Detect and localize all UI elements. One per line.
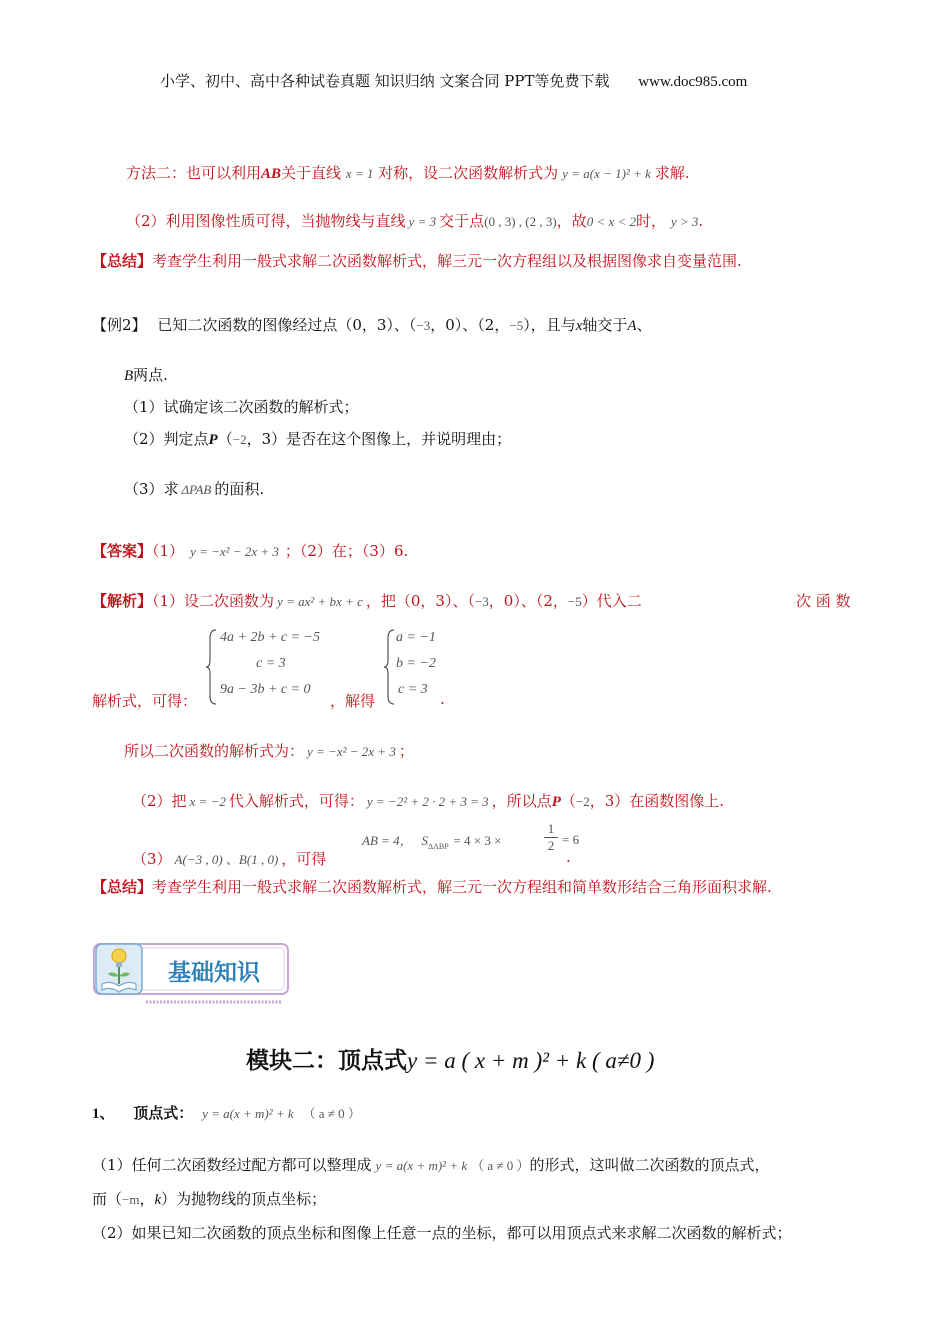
example2-x: x — [575, 318, 583, 334]
lightbulb-book-icon — [94, 940, 144, 998]
method2-eq1: x = 1 — [345, 166, 374, 181]
part2-text-d: 时， — [636, 212, 667, 230]
part2-text-e: . — [698, 212, 704, 230]
p3-subscript: ΔABP — [427, 842, 449, 851]
analysis-tag: 【解析】 — [92, 592, 153, 610]
summary2-tag: 【总结】 — [92, 878, 153, 896]
vertex-cond: （ a ≠ 0 ） — [302, 1106, 361, 1121]
vertex-p1-eq: y = a(x + m)² + k — [375, 1158, 468, 1173]
answer-line — [92, 540, 408, 561]
p3-text-c: . — [566, 848, 571, 866]
system1-row: 4a + 2b + c = −5 — [220, 630, 321, 645]
answer-text-a: （1） — [152, 542, 185, 560]
example2-n3: −2 — [232, 432, 247, 447]
conclusion-eq: y = −x² − 2x + 3 — [307, 744, 396, 759]
example2-line2-text: 两点. — [133, 366, 168, 384]
analysis-line1 — [92, 590, 642, 611]
method2-text-a: 方法二：也可以利用 — [126, 164, 262, 182]
example2-text-c: ），且与 — [523, 316, 576, 334]
example2-line1 — [92, 314, 652, 335]
example2-text-d: 轴交于 — [582, 316, 628, 334]
system1-row: c = 3 — [256, 656, 286, 671]
method2-line — [126, 162, 690, 183]
section-banner — [92, 940, 292, 1006]
answer-eq: y = −x² − 2x + 3 — [190, 544, 279, 559]
conclusion-text-b: ； — [398, 742, 414, 760]
p3-text-b: ，可得 — [281, 850, 327, 868]
summary2 — [92, 876, 772, 897]
brace-icon — [206, 628, 218, 706]
p2-text-b: 代入解析式，可得： — [228, 792, 364, 810]
equation-system-1 — [206, 628, 336, 708]
vertex-p2-text: （2）如果已知二次函数的顶点坐标和图像上任意一点的坐标，都可以用顶点式来求解二次函数的解析式； — [92, 1224, 792, 1242]
example2-q2-text-a: （2）判定点 — [124, 430, 209, 448]
p2-text-a: （2）把 — [132, 792, 187, 810]
example2-triangle: ΔPAB — [181, 482, 212, 497]
area-formula — [362, 830, 501, 851]
vertex-p1-text-b: 的形式，这叫做二次函数的顶点式， — [529, 1156, 770, 1174]
vertex-p1-text-e: ）为抛物线的顶点坐标； — [161, 1190, 327, 1208]
answer-text-b: ；（2）在；（3）6. — [284, 542, 409, 560]
vertex-eq: y = a(x + m)² + k — [202, 1106, 294, 1121]
vertex-p2 — [92, 1222, 792, 1243]
p3-S: S — [421, 833, 428, 848]
vertex-label: 顶点式： — [133, 1104, 194, 1122]
analysis-text-e: 次 函 数 — [796, 592, 851, 610]
summary1-tag: 【总结】 — [92, 252, 153, 270]
method2-ab: AB — [261, 166, 282, 182]
analysis-line1-tail — [796, 590, 851, 611]
fraction-half — [544, 822, 558, 853]
area-result — [562, 830, 579, 848]
analysis-text-a: （1）设二次函数为 — [152, 592, 275, 610]
analysis-part2 — [132, 790, 724, 811]
analysis-n1: −3 — [474, 594, 489, 609]
example2-q1-text: （1）试确定该二次函数的解析式； — [124, 398, 359, 416]
brace-icon — [384, 628, 396, 706]
vertex-heading — [92, 1102, 361, 1123]
part2-text-a: （2）利用图像性质可得，当抛物线与直线 — [126, 212, 406, 230]
method2-text-b: 关于直线 — [281, 164, 342, 182]
p2-text-c: ，所以点 — [491, 792, 552, 810]
p3-text-a: （3） — [132, 850, 172, 868]
part2-ineq: 0 < x < 2 — [586, 214, 637, 229]
analysis-conclusion — [124, 740, 414, 761]
example2-text-a: 已知二次函数的图像经过点（0，3）、（ — [157, 316, 417, 334]
vertex-p1-text-a: （1）任何二次函数经过配方都可以整理成 — [92, 1156, 372, 1174]
analysis-text-g: ，解得 — [330, 692, 376, 710]
summary1 — [92, 250, 742, 271]
part2-text-b: 交于点 — [439, 212, 485, 230]
example2-n1: −3 — [416, 318, 431, 333]
example2-q2-text-b: （ — [217, 430, 233, 448]
header-url: www.doc985.com — [638, 74, 748, 90]
vertex-num: 1、 — [92, 1106, 115, 1122]
summary1-text: 考查学生利用一般式求解二次函数解析式，解三元一次方程组以及根据图像求自变量范围. — [152, 252, 742, 270]
vertex-p1 — [92, 1154, 770, 1175]
method2-eq2: y = a(x − 1)² + k — [562, 166, 651, 181]
example2-line2 — [124, 364, 168, 385]
p2-eq2: y = −2² + 2 · 2 + 3 = 3 — [366, 794, 489, 809]
p2-eq1: x = −2 — [189, 794, 226, 809]
example2-P: P — [208, 432, 218, 448]
analysis-part3 — [132, 848, 326, 869]
example2-q1 — [124, 396, 359, 417]
answer-tag: 【答案】 — [92, 542, 153, 560]
analysis-eq: y = ax² + bx + c — [277, 594, 363, 609]
part2-line — [126, 210, 703, 231]
vertex-p1-text-c: 而（ — [92, 1190, 123, 1208]
header-text: 小学、初中、高中各种试卷真题 知识归纳 文案合同 PPT等免费下载 — [160, 72, 610, 90]
fraction-denominator: 2 — [547, 838, 555, 853]
analysis-n2: −5 — [567, 594, 582, 609]
p3-eq2: = 4 × 3 × — [453, 833, 502, 848]
example2-q3-text-b: 的面积. — [214, 480, 265, 498]
example2-q2 — [124, 428, 511, 449]
conclusion-text-a: 所以二次函数的解析式为： — [124, 742, 305, 760]
analysis-text-f: 解析式，可得： — [92, 692, 198, 710]
part2-points: (0 , 3) , (2 , 3) — [484, 214, 557, 229]
analysis-text-d: ）代入二 — [581, 592, 642, 610]
example2-text-b: ，0）、（2， — [430, 316, 510, 334]
summary2-text: 考查学生利用一般式求解二次函数解析式，解三元一次方程组和简单数形结合三角形面积求解. — [152, 878, 772, 896]
part2-eq1: y = 3 — [408, 214, 437, 229]
p3-eq1: AB = 4， — [362, 833, 413, 848]
vertex-p1-k: k — [154, 1192, 162, 1208]
method2-text-c: 对称，设二次函数解析式为 — [378, 164, 559, 182]
example2-A: A — [627, 318, 637, 334]
example2-B: B — [124, 368, 134, 384]
p3-points: A(−3 , 0) 、B(1 , 0) — [174, 852, 279, 867]
banner-label: 基础知识 — [168, 960, 260, 986]
fraction-numerator: 1 — [547, 821, 555, 836]
part2-text-c: ，故 — [556, 212, 587, 230]
example2-text-e: 、 — [636, 316, 652, 334]
p2-P: P — [551, 794, 561, 810]
module-formula: y = a ( x + m )² + k ( a≠0 ) — [407, 1048, 655, 1073]
system2-row: a = −1 — [396, 630, 436, 645]
p2-text-d: （ — [560, 792, 576, 810]
p2-text-e: ，3）在函数图像上. — [589, 792, 725, 810]
p3-result: = 6 — [562, 832, 580, 847]
vertex-p1-line2 — [92, 1188, 326, 1209]
analysis-line2-label — [92, 690, 197, 711]
example2-q3 — [124, 478, 264, 499]
module-title-text: 模块二：顶点式 — [246, 1047, 407, 1074]
system2-row: c = 3 — [398, 682, 428, 697]
p2-n3: −2 — [575, 794, 590, 809]
example2-q2-text-c: ，3）是否在这个图像上，并说明理由； — [246, 430, 512, 448]
analysis-text-c: ，0）、（2， — [488, 592, 568, 610]
vertex-p1-m: −m — [122, 1192, 140, 1207]
example2-tag: 【例2】 — [92, 316, 147, 334]
module-title — [246, 1042, 654, 1075]
vertex-p1-cond: （ a ≠ 0 ） — [471, 1158, 530, 1173]
example2-n2: −5 — [509, 318, 524, 333]
analysis-text-b: ，把（0，3）、（ — [365, 592, 475, 610]
part2-result: y > 3 — [670, 214, 699, 229]
example2-q3-text-a: （3）求 — [124, 480, 179, 498]
system2-row: b = −2 — [396, 656, 436, 671]
page-header — [160, 70, 747, 91]
method2-text-d: 求解. — [654, 164, 690, 182]
vertex-p1-text-d: ， — [139, 1190, 155, 1208]
system1-row: 9a − 3b + c = 0 — [220, 682, 311, 697]
analysis-text-h: . — [440, 690, 445, 708]
